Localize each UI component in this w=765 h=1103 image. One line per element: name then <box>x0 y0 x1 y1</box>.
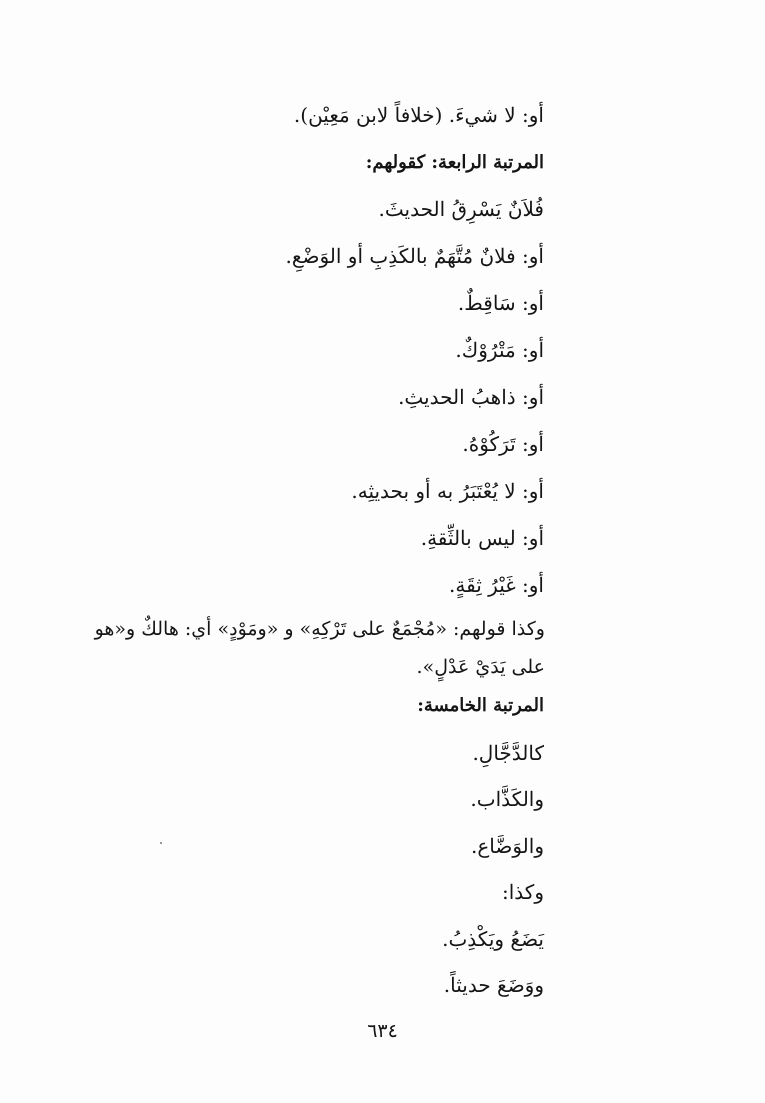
text-line: أو: مَتْرُوْكٌ. <box>455 338 544 362</box>
text-line: أو: لا شيءَ. (خلافاً لابن مَعِيْن). <box>293 103 544 127</box>
scan-speck <box>160 842 162 844</box>
text-line: أو: ذاهبُ الحديثِ. <box>398 385 544 409</box>
paragraph <box>45 610 545 686</box>
paragraph-line-2: على يَدَيْ عَدْلٍ». <box>416 656 545 678</box>
text-line: كالدَّجَّالِ. <box>472 740 544 765</box>
text-line: أو: ليس بالثِّقةِ. <box>420 526 544 550</box>
text-line: أو: سَاقِطٌ. <box>457 291 544 315</box>
text-line: ووَضَعَ حديثاً. <box>443 973 544 997</box>
text-line: أو: غَيْرُ ثِقَةٍ. <box>449 573 544 597</box>
section-heading-fourth: المرتبة الرابعة: كقولهم: <box>365 152 544 173</box>
text-line: أو: لا يُعْتَبَرُ به أو بحديثِه. <box>351 479 544 503</box>
text-line: أو: تَرَكُوْهُ. <box>462 432 544 456</box>
text-block-top <box>45 92 544 609</box>
section-heading-fifth: المرتبة الخامسة: <box>417 695 544 716</box>
text-line: أو: فلانٌ مُتَّهَمٌ بالكَذِبِ أو الوَضْعِ. <box>285 244 544 268</box>
text-block-bottom <box>45 683 544 1009</box>
text-line: والكَذَّاب. <box>470 787 544 811</box>
paragraph-line-1: وكذا قولهم: «مُجْمَعٌ على تَرْكِهِ» و «ومَوْدٍ» أي: هالكٌ و«هو <box>94 618 545 640</box>
text-line: وكذا: <box>502 880 544 904</box>
text-line: والوَضَّاع. <box>470 833 544 858</box>
text-line: فُلاَنٌ يَسْرِقُ الحديثَ. <box>378 197 544 221</box>
page-number: ٦٣٤ <box>367 1020 398 1042</box>
text-line: يَضَعُ ويَكْذِبُ. <box>442 926 544 951</box>
